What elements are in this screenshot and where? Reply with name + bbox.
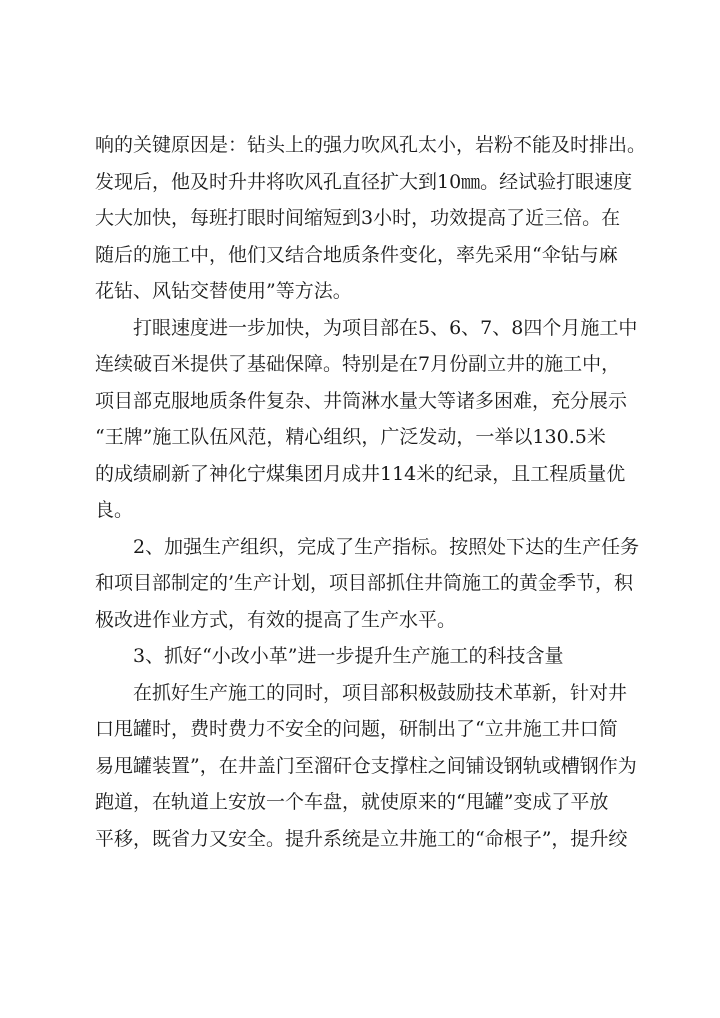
text-line: 口甩罐时，费时费力不安全的问题，研制出了“立井施工井口简: [95, 718, 618, 740]
text-line: 项目部克服地质条件复杂、井筒淋水量大等诸多困难，充分展示: [95, 389, 628, 412]
document-body: [95, 127, 675, 857]
text-line: 随后的施工中，他们又结合地质条件变化，率先采用“伞钻与麻: [95, 243, 618, 266]
text-line: 连续破百米提供了基础保障。特别是在7月份副立井的施工中，: [95, 353, 621, 375]
text-line: “王牌”施工队伍风范，精心组织，广泛发动，一举以130.5米: [95, 426, 606, 448]
text-line: 的成绩刷新了神化宁煤集团月成井114米的纪录，且工程质量优: [95, 462, 626, 485]
text-line: 花钻、风钻交替使用”等方法。: [95, 280, 352, 302]
text-line: 响的关键原因是：钻头上的强力吹风孔太小，岩粉不能及时排出。: [95, 134, 647, 156]
text-line: 极改进作业方式，有效的提高了生产水平。: [95, 608, 457, 631]
text-line: 平移，既省力又安全。提升系统是立井施工的“命根子”，提升绞: [95, 827, 628, 850]
text-line: 跑道，在轨道上安放一个车盘，就使原来的“甩罐”变成了平放: [95, 791, 609, 813]
text-line: 良。: [95, 499, 134, 521]
text-line: 大大加快，每班打眼时间缩短到3小时，功效提高了近三倍。在: [95, 207, 621, 229]
text-line: 发现后，他及时升井将吹风孔直径扩大到10㎜。经试验打眼速度: [95, 170, 633, 193]
text-line: 打眼速度进一步加快，为项目部在5、6、7、8四个月施工中: [133, 316, 638, 339]
text-line: 在抓好生产施工的同时，项目部积极鼓励技术革新，针对井: [133, 681, 628, 704]
section-heading: 3、抓好“小改小革”进一步提升生产施工的科技含量: [133, 645, 564, 667]
text-line: 和项目部制定的’生产计划，项目部抓住井筒施工的黄金季节，积: [95, 572, 634, 594]
text-line: 2、加强生产组织，完成了生产指标。按照处下达的生产任务: [133, 535, 640, 558]
text-line: 易甩罐装置”，在井盖门至溜矸仓支撑柱之间铺设钢轨或槽钢作为: [95, 754, 637, 777]
